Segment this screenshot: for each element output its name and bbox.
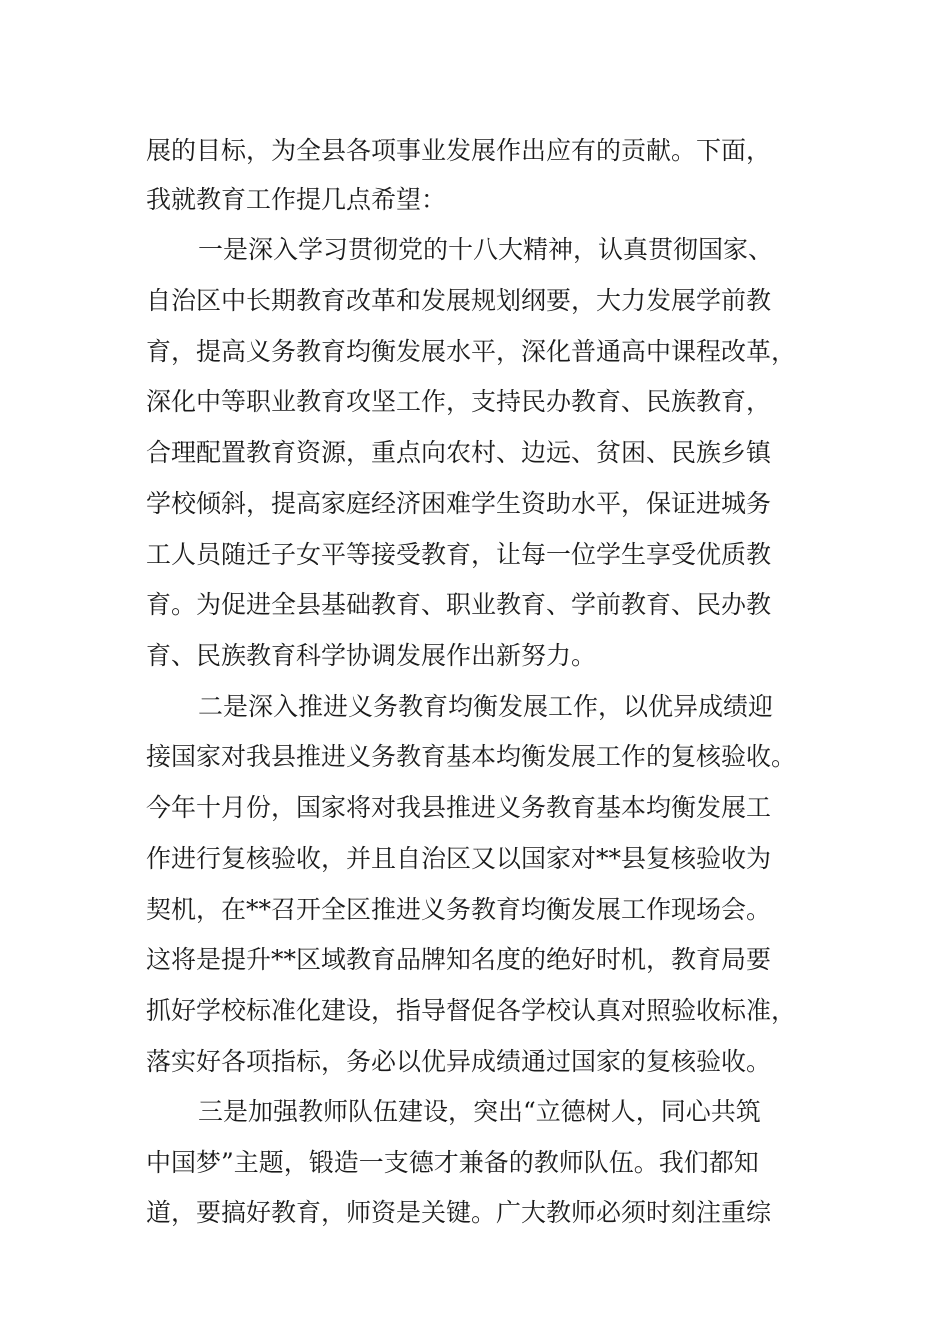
text-line: 作进行复核验收，并且自治区又以国家对**县复核验收为 [146,844,772,873]
text-line: 契机，在**召开全区推进义务教育均衡发展工作现场会。 [146,895,772,924]
text-line: 展的目标，为全县各项事业发展作出应有的贡献。下面， [146,136,772,165]
text-line: 中国梦”主题，锻造一支德才兼备的教师队伍。我们都知 [146,1148,759,1177]
paragraph-3-start: 三是加强教师队伍建设，突出“立德树人，同心共筑 [198,1097,761,1126]
text-line: 育。为促进全县基础教育、职业教育、学前教育、民办教 [146,590,772,619]
text-line: 道，要搞好教育，师资是关键。广大教师必须时刻注重综 [146,1198,772,1227]
text-line: 育，提高义务教育均衡发展水平，深化普通高中课程改革， [146,337,797,366]
paragraph-2-start: 二是深入推进义务教育均衡发展工作，以优异成绩迎 [198,692,774,721]
text-line: 育、民族教育科学协调发展作出新努力。 [146,641,597,670]
text-line: 这将是提升**区域教育品牌知名度的绝好时机，教育局要 [146,945,772,974]
text-line: 抓好学校标准化建设，指导督促各学校认真对照验收标准， [146,996,797,1025]
text-line: 学校倾斜，提高家庭经济困难学生资助水平，保证进城务 [146,489,772,518]
text-line: 自治区中长期教育改革和发展规划纲要，大力发展学前教 [146,286,772,315]
text-line: 工人员随迁子女平等接受教育，让每一位学生享受优质教 [146,540,772,569]
text-line: 接国家对我县推进义务教育基本均衡发展工作的复核验收。 [146,742,797,771]
text-line: 合理配置教育资源，重点向农村、边远、贫困、民族乡镇 [146,438,772,467]
text-line: 今年十月份，国家将对我县推进义务教育基本均衡发展工 [146,793,772,822]
text-line: 我就教育工作提几点希望： [146,185,447,214]
text-line: 深化中等职业教育攻坚工作，支持民办教育、民族教育， [146,387,772,416]
text-line: 落实好各项指标，务必以优异成绩通过国家的复核验收。 [146,1047,772,1076]
paragraph-1-start: 一是深入学习贯彻党的十八大精神，认真贯彻国家、 [198,235,774,264]
